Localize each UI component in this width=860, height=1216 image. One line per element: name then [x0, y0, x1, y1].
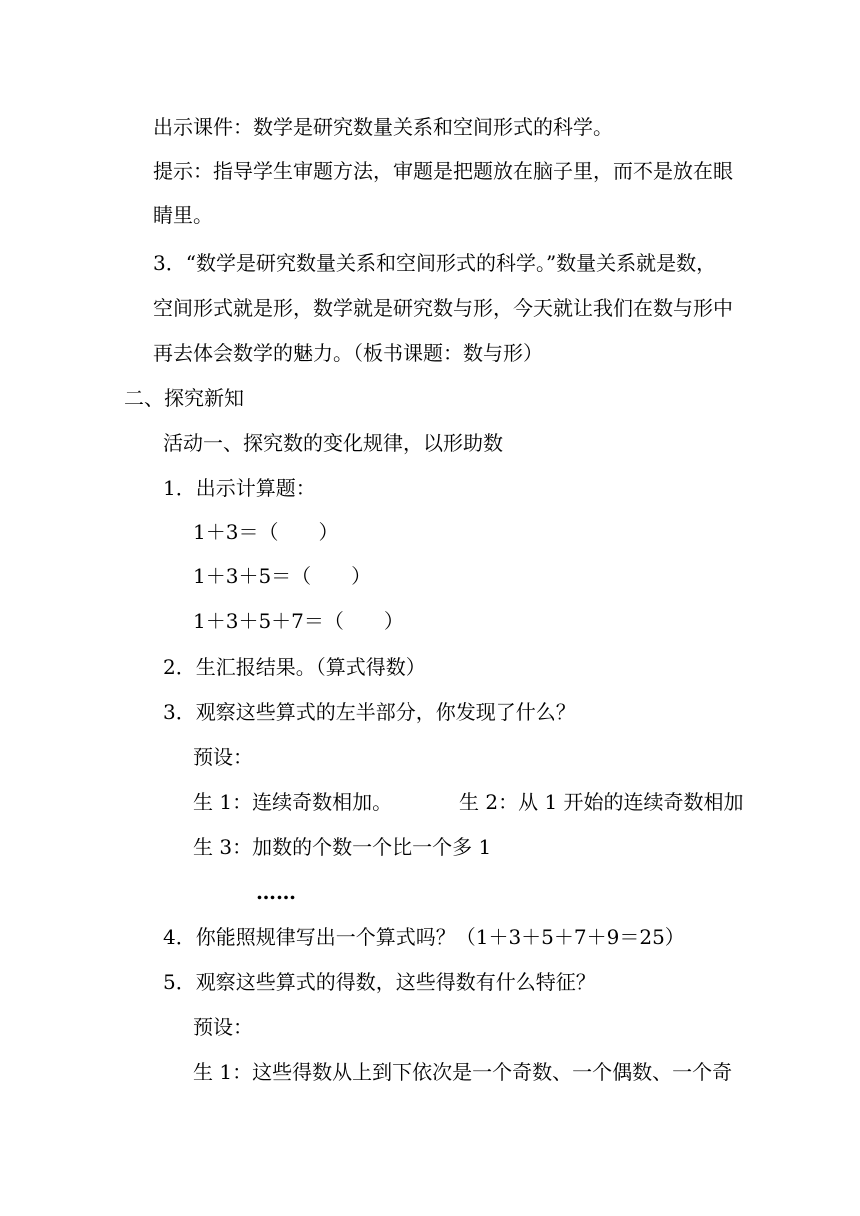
- preset-label: 预设：: [193, 1015, 253, 1039]
- equation-line: 1＋3＝（ ）: [193, 520, 339, 544]
- equation-line: 1＋3＋5＝（ ）: [193, 564, 372, 588]
- section-heading: 二、探究新知: [124, 386, 244, 410]
- text-line: 空间形式就是形，数学就是研究数与形，今天就让我们在数与形中: [153, 296, 733, 320]
- list-item: 3．观察这些算式的左半部分，你发现了什么？: [163, 700, 576, 724]
- text-line: 再去体会数学的魅力。（板书课题：数与形）: [153, 341, 543, 365]
- student-answer: 生 3：加数的个数一个比一个多 1: [193, 835, 492, 859]
- text-line: 出示课件：数学是研究数量关系和空间形式的科学。: [153, 115, 613, 139]
- text-line: 提示：指导学生审题方法，审题是把题放在脑子里，而不是放在眼: [153, 159, 733, 183]
- list-item: 2．生汇报结果。（算式得数）: [163, 655, 426, 679]
- student-answer: 生 2：从 1 开始的连续奇数相加: [459, 790, 744, 814]
- list-item: 1．出示计算题：: [163, 476, 316, 500]
- text-line: 3．“数学是研究数量关系和空间形式的科学。”数量关系就是数，: [153, 251, 717, 275]
- student-answer: 生 1：连续奇数相加。: [193, 790, 393, 814]
- activity-heading: 活动一、探究数的变化规律，以形助数: [163, 431, 503, 455]
- equation-line: 1＋3＋5＋7＝（ ）: [193, 609, 404, 633]
- list-item: 5．观察这些算式的得数，这些得数有什么特征？: [163, 970, 596, 994]
- preset-label: 预设：: [193, 745, 253, 769]
- list-item: 4．你能照规律写出一个算式吗？（1＋3＋5＋7＋9＝25）: [163, 925, 685, 949]
- ellipsis: ……: [256, 880, 296, 904]
- student-answer: 生 1：这些得数从上到下依次是一个奇数、一个偶数、一个奇: [193, 1060, 733, 1084]
- text-line: 睛里。: [153, 203, 213, 227]
